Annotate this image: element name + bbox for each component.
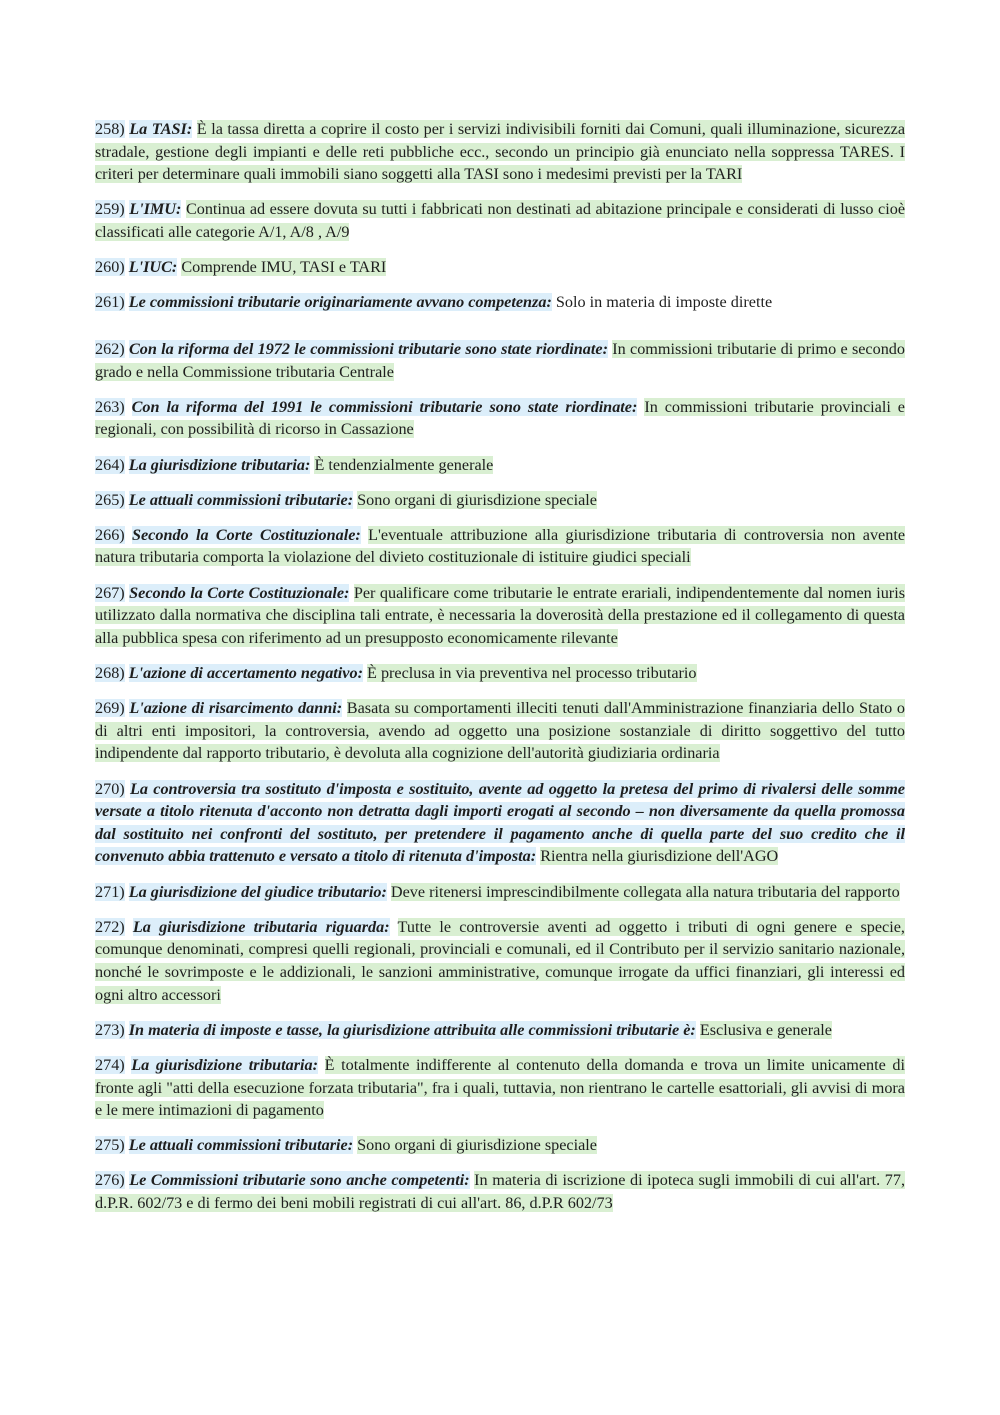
item-number: 273) (95, 1020, 125, 1039)
question-text: Con la riforma del 1972 le commissioni tributarie sono state riordinate: (128, 339, 608, 358)
answer-text: Esclusiva e generale (699, 1020, 832, 1039)
question-text: L'IUC: (128, 258, 178, 277)
question-text: L'IMU: (129, 200, 182, 219)
question-text: La giurisdizione tributaria: (131, 1055, 319, 1074)
qa-item (95, 338, 905, 383)
answer-text: Sono organi di giurisdizione speciale (357, 1136, 597, 1155)
question-text: L'azione di risarcimento danni: (129, 699, 343, 718)
item-number: 272) (95, 917, 125, 936)
qa-item (95, 454, 905, 477)
qa-item (95, 1019, 905, 1042)
qa-item (95, 489, 905, 512)
question-text: Le Commissioni tributarie sono anche competenti: (129, 1171, 470, 1190)
question-text: La TASI: (129, 120, 193, 138)
answer-text: È la tassa diretta a coprire il costo per i servizi indivisibili forniti dai Comuni, quali illuminazione, sicurezza stradale, gestione degli impianti e delle reti pubbliche ecc., secondo un principio già enunciato nella soppressa TARES. I criteri per determinare quali immobili siano soggetti alla TASI sono i medesimi previsti per la TARI (95, 120, 906, 184)
answer-text: Deve ritenersi imprescindibilmente collegata alla natura tributaria del rapporto (390, 882, 900, 901)
item-number: 276) (95, 1171, 125, 1190)
qa-item (95, 662, 905, 685)
qa-item (95, 1134, 905, 1157)
qa-item (95, 582, 905, 650)
question-text: L'azione di accertamento negativo: (128, 664, 363, 683)
answer-text: Per qualificare come tributarie le entrate erariali, indipendentemente dal nomen iuris utilizzato dalla normativa che disciplina tali entrate, è necessaria la doverosità della prestazione ed il collegamento di questa alla pubblica spesa con riferimento ad un presupposto economicamente rilevante (95, 583, 905, 647)
answer-text: In commissioni tributarie provinciali e regionali, con possibilità di ricorso in Cassazione (95, 397, 905, 439)
qa-item (95, 198, 905, 243)
answer-text: Sono organi di giurisdizione speciale (357, 490, 597, 509)
question-text: La giurisdizione tributaria: (128, 455, 311, 474)
answer-text: L'eventuale attribuzione alla giurisdizione tributaria di controversia non avente natura tributaria comporta la violazione del divieto costituzionale di istituire giudici speciali (95, 525, 906, 567)
question-text: Con la riforma del 1991 le commissioni tributarie sono state riordinate: (131, 397, 638, 416)
item-number: 265) (95, 490, 125, 509)
item-number: 259) (95, 200, 125, 219)
qa-item (95, 256, 905, 279)
answer-text: In materia di iscrizione di ipoteca sugli immobili di cui all'art. 77, d.P.R. 602/73 e di fermo dei beni mobili registrati di cui all'art. 86, d.P.R 602/73 (95, 1171, 905, 1213)
question-text: La giurisdizione tributaria riguarda: (132, 917, 390, 936)
question-text: Secondo la Corte Costituzionale: (131, 525, 361, 544)
item-number: 270) (95, 779, 125, 798)
item-number: 274) (95, 1055, 125, 1074)
item-number: 264) (95, 455, 125, 474)
answer-text: È tendenzialmente generale (314, 455, 494, 474)
item-number: 261) (95, 293, 125, 312)
item-number: 258) (95, 120, 125, 138)
question-text: Le attuali commissioni tributarie: (128, 1136, 354, 1155)
question-text: Le attuali commissioni tributarie: (128, 490, 354, 509)
qa-item (95, 881, 905, 904)
item-number: 263) (95, 397, 125, 416)
qa-item (95, 524, 905, 569)
answer-text: È totalmente indifferente al contenuto della domanda e trova un limite unicamente di fronte agli "atti della esecuzione forzata tributaria", fra i quali, tuttavia, non rientrano le cartelle esattoriali, gli avvisi di mora e le mere intimazioni di pagamento (95, 1055, 906, 1120)
item-number: 269) (95, 699, 125, 718)
item-number: 268) (95, 664, 125, 683)
qa-item (95, 1169, 905, 1214)
qa-item (95, 396, 905, 441)
question-text: In materia di imposte e tasse, la giurisdizione attribuita alle commissioni tributarie è: (128, 1020, 696, 1039)
qa-item (95, 1054, 905, 1122)
item-number: 260) (95, 258, 125, 277)
question-text: Le commissioni tributarie originariamente avvano competenza: (128, 293, 552, 312)
answer-text: Solo in materia di imposte dirette (555, 293, 773, 312)
item-number: 267) (95, 583, 125, 602)
item-number: 266) (95, 525, 125, 544)
question-text: Secondo la Corte Costituzionale: (129, 583, 350, 602)
answer-text: È preclusa in via preventiva nel processo tributario (367, 664, 697, 683)
answer-text: Comprende IMU, TASI e TARI (181, 258, 387, 277)
answer-text: Basata su comportamenti illeciti tenuti dall'Amministrazione finanziaria dello Stato o di altri enti impositori, la controversia, avendo ad oggetto una posizione sostanziale di diritto soggettivo del tutto indipendente dal rapporto tributario, è devoluta alla cognizione dell'autorità giudiziaria ordinaria (95, 699, 906, 763)
qa-item (95, 697, 905, 765)
item-number: 271) (95, 882, 125, 901)
answer-text: Tutte le controversie aventi ad oggetto i tributi di ogni genere e specie, comunque denominati, compresi quelli regionali, provinciali e comunali, ed il Contributo per il servizio sanitario nazionale, nonché le sovrimposte e le addizionali, le sanzioni amministrative, comunque irrogate da uffici finanziari, gli interessi ed ogni altro accessori (95, 917, 905, 1004)
item-number: 262) (95, 339, 125, 358)
qa-item (95, 291, 905, 314)
answer-text: Continua ad essere dovuta su tutti i fabbricati non destinati ad abitazione principale e considerati di lusso cioè classificati alle categorie A/1, A/8 , A/9 (95, 200, 906, 241)
qa-item (95, 778, 905, 868)
qa-document (95, 118, 905, 1227)
qa-item (95, 118, 905, 186)
item-number: 275) (95, 1136, 125, 1155)
answer-text: Rientra nella giurisdizione dell'AGO (540, 847, 779, 866)
qa-item (95, 916, 905, 1006)
answer-text: In commissioni tributarie di primo e secondo grado e nella Commissione tributaria Centrale (95, 339, 905, 381)
question-text: La controversia tra sostituto d'imposta e sostituito, avente ad oggetto la pretesa del primo di rivalersi delle somme versate a titolo ritenuta d'acconto non detratta dagli importi erogati al secondo – non diversamente da quella promossa dal sostituito nei confronti del sostituto, per pretendere il pagamento anche di quella parte del suo credito che il convenuto abbia trattenuto e versato a titolo di ritenuta d'imposta: (95, 779, 905, 866)
question-text: La giurisdizione del giudice tributario: (128, 882, 387, 901)
